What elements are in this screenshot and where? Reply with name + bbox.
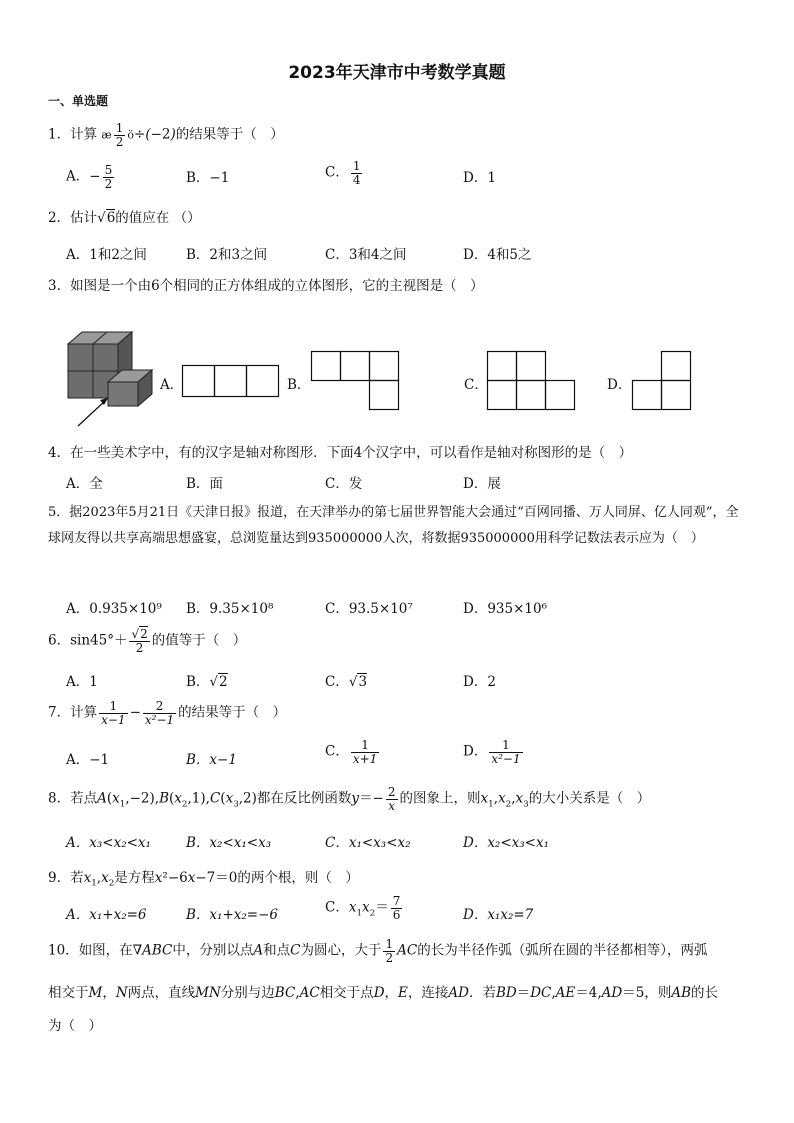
question-7: 7．计算 $\frac{1}{x-1}$ − $\frac{2}{\text{x²−1}}$ 的结果等于（ ） bbox=[48, 699, 287, 727]
option-c: C． $\frac{1}{4}$ bbox=[325, 159, 361, 187]
question-5: 5．据2023年5月21日《天津日报》报道，在天津举办的第七届世界智能大会通过“百网同播、万人同屏、亿人同观”，全球网友得以共享高端思想盛宴，总浏览量达到935000000人次，将数据935000000用科学记数法表示应为（ ） bbox=[48, 505, 739, 546]
question-10-line-3: 为（ ） bbox=[48, 1018, 102, 1034]
option-b: B．2和3之间 bbox=[186, 247, 268, 263]
question-4: 4．在一些美术字中，有的汉字是轴对称图形．下面4个汉字中，可以看作是轴对称图形的是（ ） bbox=[48, 445, 633, 461]
option-d: D． $\frac{1}{\text{x²−1}}$ bbox=[463, 738, 521, 766]
option-d: D．4和5之 bbox=[463, 247, 532, 263]
option-c: C．√3 bbox=[325, 674, 368, 690]
option-c: C．发 bbox=[325, 476, 363, 492]
option-d: D． bbox=[607, 377, 632, 393]
option-c: C．$x_1x_2=$ $\frac{7}{6}$ bbox=[325, 894, 401, 922]
question-8: 8．若点$A(x_1,-2),B(x_2,1),C(x_3,2)$都在反比例函数y＝− $\frac{2}{x}$ 的图象上，则$x_1,x_2,x_3$的大小关系是（ ） bbox=[48, 785, 651, 813]
option-b: B． bbox=[287, 377, 311, 393]
option-a-figure bbox=[182, 365, 282, 399]
option-d: D．935×10⁶ bbox=[463, 601, 547, 617]
option-a: A．x₁+x₂=6 bbox=[66, 907, 147, 923]
option-c: C．3和4之间 bbox=[325, 247, 407, 263]
option-d: D．x₁x₂=7 bbox=[463, 907, 534, 923]
option-b: B．9.35×10⁸ bbox=[186, 601, 274, 617]
option-a: A．全 bbox=[66, 476, 103, 492]
cube-solid-figure bbox=[60, 330, 170, 430]
question-9: 9．若$x_1,x_2$是方程x²−6x−7＝0的两个根，则（ ） bbox=[48, 870, 359, 889]
option-b: B．√2 bbox=[186, 674, 228, 690]
option-a: A．1 bbox=[66, 674, 98, 690]
option-d: D．展 bbox=[463, 476, 501, 492]
option-c-figure bbox=[487, 351, 579, 411]
question-10-line-1: 10．如图，在∇ABC中，分别以点A和点C为圆心，大于 $\frac{1}{2}$ AC的长为半径作弧（弧所在圆的半径都相等），两弧 bbox=[48, 937, 708, 965]
option-a: A．−1 bbox=[66, 752, 110, 768]
option-b: B．x₂<x₁<x₃ bbox=[186, 835, 272, 851]
question-10-line-2: 相交于M，N两点，直线MN分别与边BC,AC相交于点D，E，连接AD．若BD＝DC,AE＝4,AD＝5，则AB的长 bbox=[48, 985, 718, 1001]
option-b: B．x−1 bbox=[186, 752, 237, 768]
question-6: 6．sin45°＋ $\frac{√2}{2}$ 的值等于（ ） bbox=[48, 627, 247, 655]
option-c: C．x₁<x₃<x₂ bbox=[325, 835, 411, 851]
option-b: B．x₁+x₂=−6 bbox=[186, 907, 278, 923]
option-a: A．x₃<x₂<x₁ bbox=[66, 835, 151, 851]
option-d-figure bbox=[632, 351, 694, 411]
page-title: 2023年天津市中考数学真题 bbox=[288, 63, 506, 83]
view-direction-arrow bbox=[78, 400, 106, 426]
option-a: A．− $\frac{5}{2}$ bbox=[66, 163, 113, 191]
option-b: B．−1 bbox=[186, 170, 230, 186]
option-c: C． $\frac{1}{x+1}$ bbox=[325, 738, 378, 766]
fraction: $\frac{1}{2}$ bbox=[115, 121, 124, 149]
option-d: D．x₂<x₃<x₁ bbox=[463, 835, 550, 851]
question-3: 3．如图是一个由6个相同的正方体组成的立体图形，它的主视图是（ ） bbox=[48, 278, 484, 294]
option-a: A． bbox=[160, 377, 184, 393]
option-c: C．93.5×10⁷ bbox=[325, 601, 413, 617]
option-b: B．面 bbox=[186, 476, 223, 492]
option-c: C． bbox=[464, 377, 488, 393]
option-a: A．1和2之间 bbox=[66, 247, 147, 263]
question-2: 2．估计√6的值应在 （） bbox=[48, 210, 201, 226]
question-1: 1．计算 æ $\frac{1}{2}$ ö÷(−2)的结果等于（ ） bbox=[48, 121, 284, 149]
question-number: 1． bbox=[48, 126, 71, 143]
option-b-figure bbox=[311, 351, 403, 411]
option-a: A．0.935×10⁹ bbox=[66, 601, 162, 617]
option-d: D．1 bbox=[463, 170, 496, 186]
option-d: D．2 bbox=[463, 674, 496, 690]
section-heading: 一、单选题 bbox=[48, 94, 109, 108]
